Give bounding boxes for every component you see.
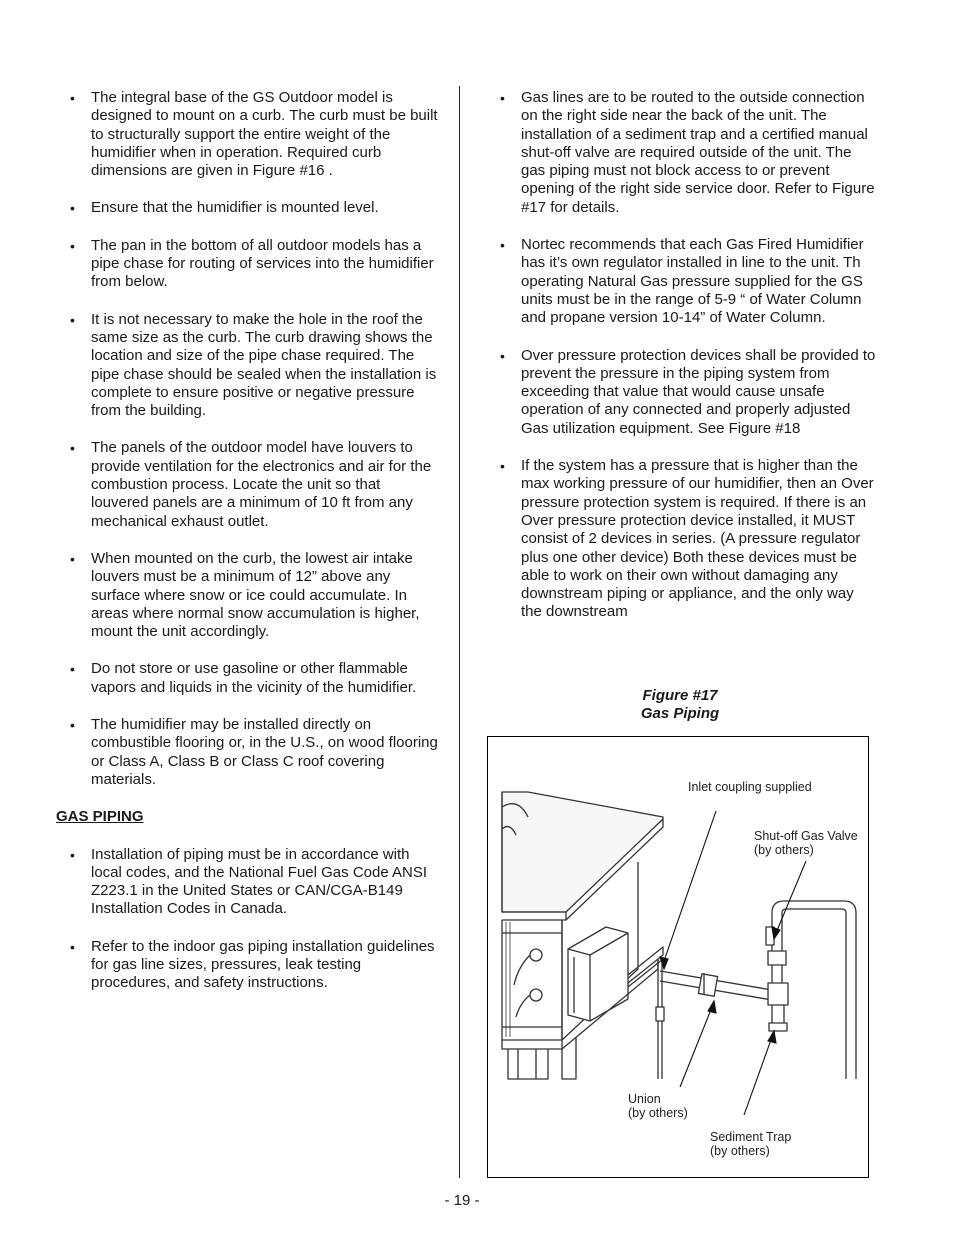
bullet-list [486, 89, 878, 622]
list-item: • The integral base of the GS Outdoor model is designed to mount on a curb. The curb must be built to structurally support the entire weight of the humidifier when in operation. Required curb dimensions are given in Figure #16 . [56, 89, 441, 180]
bullet-list-bottom [56, 846, 441, 993]
bullet-list-top [56, 89, 441, 789]
inlet-coupling-label: Inlet coupling supplied [688, 780, 812, 794]
left-column [56, 89, 441, 1012]
gas-piping-figure [487, 736, 869, 1178]
sediment-trap-label [710, 1130, 791, 1158]
list-item: • It is not necessary to make the hole in the roof the same size as the curb. The curb drawing shows the location and size of the pipe chase required. The pipe chase should be sealed when the installation is complete to ensure positive or negative pressure from the building. [56, 311, 441, 421]
list-item: • Installation of piping must be in accordance with local codes, and the National Fuel Gas Code ANSI Z223.1 in the United States or CAN/CGA-B149 Installation Codes in Canada. [56, 846, 441, 919]
sediment-trap-label-line2: (by others) [710, 1144, 770, 1158]
list-item: • Ensure that the humidifier is mounted level. [56, 199, 441, 217]
sediment-trap-label-line1: Sediment Trap [710, 1130, 792, 1144]
figure-caption [560, 687, 800, 722]
list-item: • When mounted on the curb, the lowest air intake louvers must be a minimum of 12” above any surface where snow or ice could accumulate. In areas where normal snow accumulation is higher, mount the unit accordingly. [56, 550, 441, 641]
union-label-line2: (by others) [628, 1106, 688, 1120]
list-item: • Over pressure protection devices shall be provided to prevent the pressure in the piping system from exceeding that value that would cause unsafe operation of any connected and properly adjusted Gas utilization equipment. See Figure #18 [486, 347, 878, 438]
list-item: • Do not store or use gasoline or other flammable vapors and liquids in the vicinity of the humidifier. [56, 660, 441, 697]
list-item: • The panels of the outdoor model have louvers to provide ventilation for the electronics and air for the combustion process. Locate the unit so that louvered panels are a minimum of 10 ft from any mechanical exhaust outlet. [56, 439, 441, 530]
page-number: - 19 - [444, 1192, 480, 1209]
shutoff-valve-label [754, 829, 858, 857]
section-heading: GAS PIPING [56, 808, 144, 826]
list-item: • If the system has a pressure that is higher than the max working pressure of our humidifier, then an Over pressure protection system is required. If there is an Over pressure protection device installed, it MUST consist of 2 devices in series. (A pressure regulator plus one other device) Both these devices must be able to work on their own without damaging any downstream piping or appliance, and the only way the downstream [486, 457, 878, 622]
right-column [486, 89, 878, 641]
union-label-line1: Union [628, 1092, 661, 1106]
shutoff-valve-label-line2: (by others) [754, 843, 814, 857]
list-item: • The humidifier may be installed directly on combustible flooring or, in the U.S., on wood flooring or Class A, Class B or Class C roof covering materials. [56, 716, 441, 789]
column-divider [459, 86, 460, 1178]
union-label [628, 1092, 688, 1120]
shutoff-valve-label-line1: Shut-off Gas Valve [754, 829, 858, 843]
list-item: • Nortec recommends that each Gas Fired Humidifier has it’s own regulator installed in line to the unit. Th operating Natural Gas pressure supplied for the GS units must be in the range of 5-9 “ of Water Column and propane version 10-14” of Water Column. [486, 236, 878, 327]
figure-number: Figure #17 [642, 687, 718, 704]
figure-title: Gas Piping [640, 704, 720, 722]
list-item: • Gas lines are to be routed to the outside connection on the right side near the back of the unit. The installation of a sediment trap and a certified manual shut-off valve are required outside of the unit. The gas piping must not block access to or prevent opening of the right side service door. Refer to Figure #17 for details. [486, 89, 878, 217]
list-item: • Refer to the indoor gas piping installation guidelines for gas line sizes, pressures, leak testing procedures, and safety instructions. [56, 938, 441, 993]
list-item: • The pan in the bottom of all outdoor models has a pipe chase for routing of services into the humidifier from below. [56, 237, 441, 292]
